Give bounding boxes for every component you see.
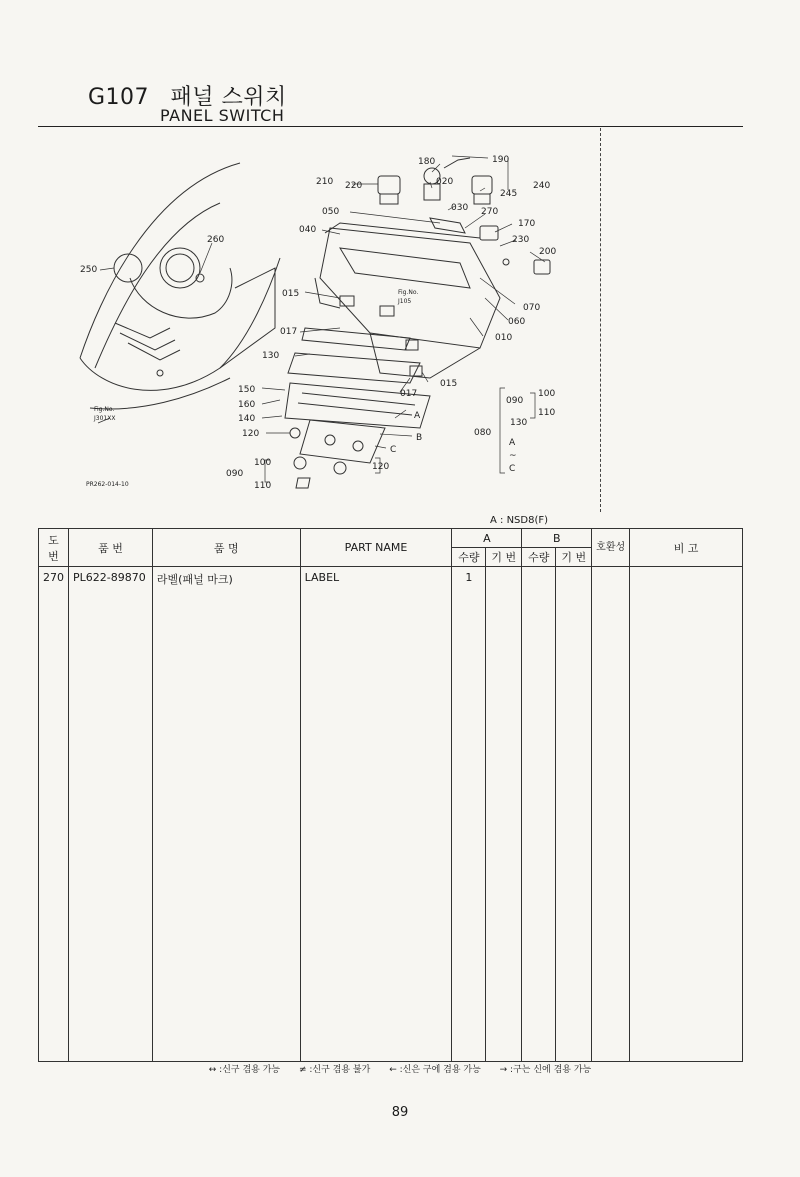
cell-model-a (486, 567, 522, 592)
legend-both-ways: ↔ :신구 겸용 가능 (208, 1065, 281, 1075)
variant-note: A : NSD8(F) (490, 515, 549, 526)
callout-a: A (414, 411, 421, 421)
range-tilde: ~ (509, 451, 517, 461)
table-row (39, 567, 743, 592)
cell-model-b (556, 567, 592, 592)
fig-no-left-value: J301XX (94, 415, 116, 422)
range-a: A (509, 438, 516, 448)
exploded-parts-diagram (40, 128, 600, 512)
callout-015-bottom: 015 (440, 379, 458, 389)
fig-no-left-label: Fig.No. (94, 406, 115, 413)
callout-210: 210 (316, 177, 334, 187)
cell-ref: 270 (39, 567, 69, 592)
cell-interchange (592, 567, 630, 592)
header-part-name-en: PART NAME (300, 529, 452, 567)
callout-260: 260 (207, 235, 225, 245)
callout-245: 245 (500, 189, 518, 199)
legend-not-interchangeable: ≠ :신구 겸용 불가 (298, 1065, 371, 1075)
callout-050: 050 (322, 207, 340, 217)
header-ref: 도번 (39, 529, 69, 567)
fig-no-center-label: Fig.No. (398, 289, 419, 296)
switch-components (378, 158, 550, 274)
callout-100-right: 100 (538, 389, 556, 399)
section-code: G107 (88, 85, 150, 110)
callout-140: 140 (238, 414, 256, 424)
callout-070: 070 (523, 303, 541, 313)
callout-060: 060 (508, 317, 526, 327)
callout-020: 020 (436, 177, 454, 187)
header-remarks: 비 고 (630, 529, 743, 567)
interchange-legend (0, 1062, 800, 1075)
diagram-svg (40, 128, 600, 512)
table-header-row (39, 529, 743, 548)
callout-190: 190 (492, 155, 510, 165)
callout-015-top: 015 (282, 289, 300, 299)
callout-230: 230 (512, 235, 530, 245)
callout-110-right: 110 (538, 408, 556, 418)
header-qty-b: 수량 (522, 548, 556, 567)
callout-150: 150 (238, 385, 256, 395)
cell-name-en: LABEL (300, 567, 452, 592)
section-title-english: PANEL SWITCH (160, 106, 285, 125)
lens-and-meter (285, 328, 430, 488)
callout-180: 180 (418, 157, 436, 167)
callout-labels (80, 155, 556, 491)
cell-remarks (630, 567, 743, 592)
cell-name-ko: 라벨(패널 마크) (152, 567, 300, 592)
callout-170: 170 (518, 219, 536, 229)
section-title-korean: 패널 스위치 (170, 85, 287, 110)
page-number: 89 (391, 1105, 409, 1120)
header-model-a: 기 번 (486, 548, 522, 567)
title-divider (38, 126, 743, 127)
cell-qty-a: 1 (452, 567, 486, 592)
callout-220: 220 (345, 181, 363, 191)
hood-outline (80, 163, 280, 409)
parts-table (38, 528, 743, 1062)
cell-part-no: PL622-89870 (69, 567, 153, 592)
cell-qty-b (522, 567, 556, 592)
callout-200: 200 (539, 247, 557, 257)
callout-240: 240 (533, 181, 551, 191)
callout-100-left: 100 (254, 458, 272, 468)
header-interchange: 호환성 (592, 529, 630, 567)
header-qty-a: 수량 (452, 548, 486, 567)
callout-090-right: 090 (506, 396, 524, 406)
range-c: C (509, 464, 516, 474)
header-model-b: 기 번 (556, 548, 592, 567)
callout-120-right: 120 (372, 462, 390, 472)
callout-270: 270 (481, 207, 499, 217)
callout-130: 130 (262, 351, 280, 361)
callout-160: 160 (238, 400, 256, 410)
table-empty-space (39, 591, 743, 1062)
callout-120-left: 120 (242, 429, 260, 439)
header-part-name-ko: 품 명 (152, 529, 300, 567)
legend-new-fits-old: ← :신은 구에 겸용 가능 (389, 1065, 481, 1075)
fig-no-center-value: J105 (398, 298, 412, 305)
legend-old-fits-new: → :구는 신에 겸용 가능 (499, 1065, 592, 1075)
callout-017-bottom: 017 (400, 389, 418, 399)
callout-040: 040 (299, 225, 317, 235)
header-group-a: A (452, 529, 522, 548)
header-group-b: B (522, 529, 592, 548)
callout-110-left: 110 (254, 481, 272, 491)
callout-130-right: 130 (510, 418, 528, 428)
diagram-divider (600, 128, 601, 512)
callout-010: 010 (495, 333, 513, 343)
callout-080: 080 (474, 428, 492, 438)
callout-c: C (390, 445, 397, 455)
callout-017-top: 017 (280, 327, 298, 337)
callout-b: B (416, 433, 423, 443)
header-part-no: 품 번 (69, 529, 153, 567)
callout-030: 030 (451, 203, 469, 213)
drawing-id: PR262-014-10 (86, 481, 129, 488)
callout-250: 250 (80, 265, 98, 275)
callout-090-left: 090 (226, 469, 244, 479)
